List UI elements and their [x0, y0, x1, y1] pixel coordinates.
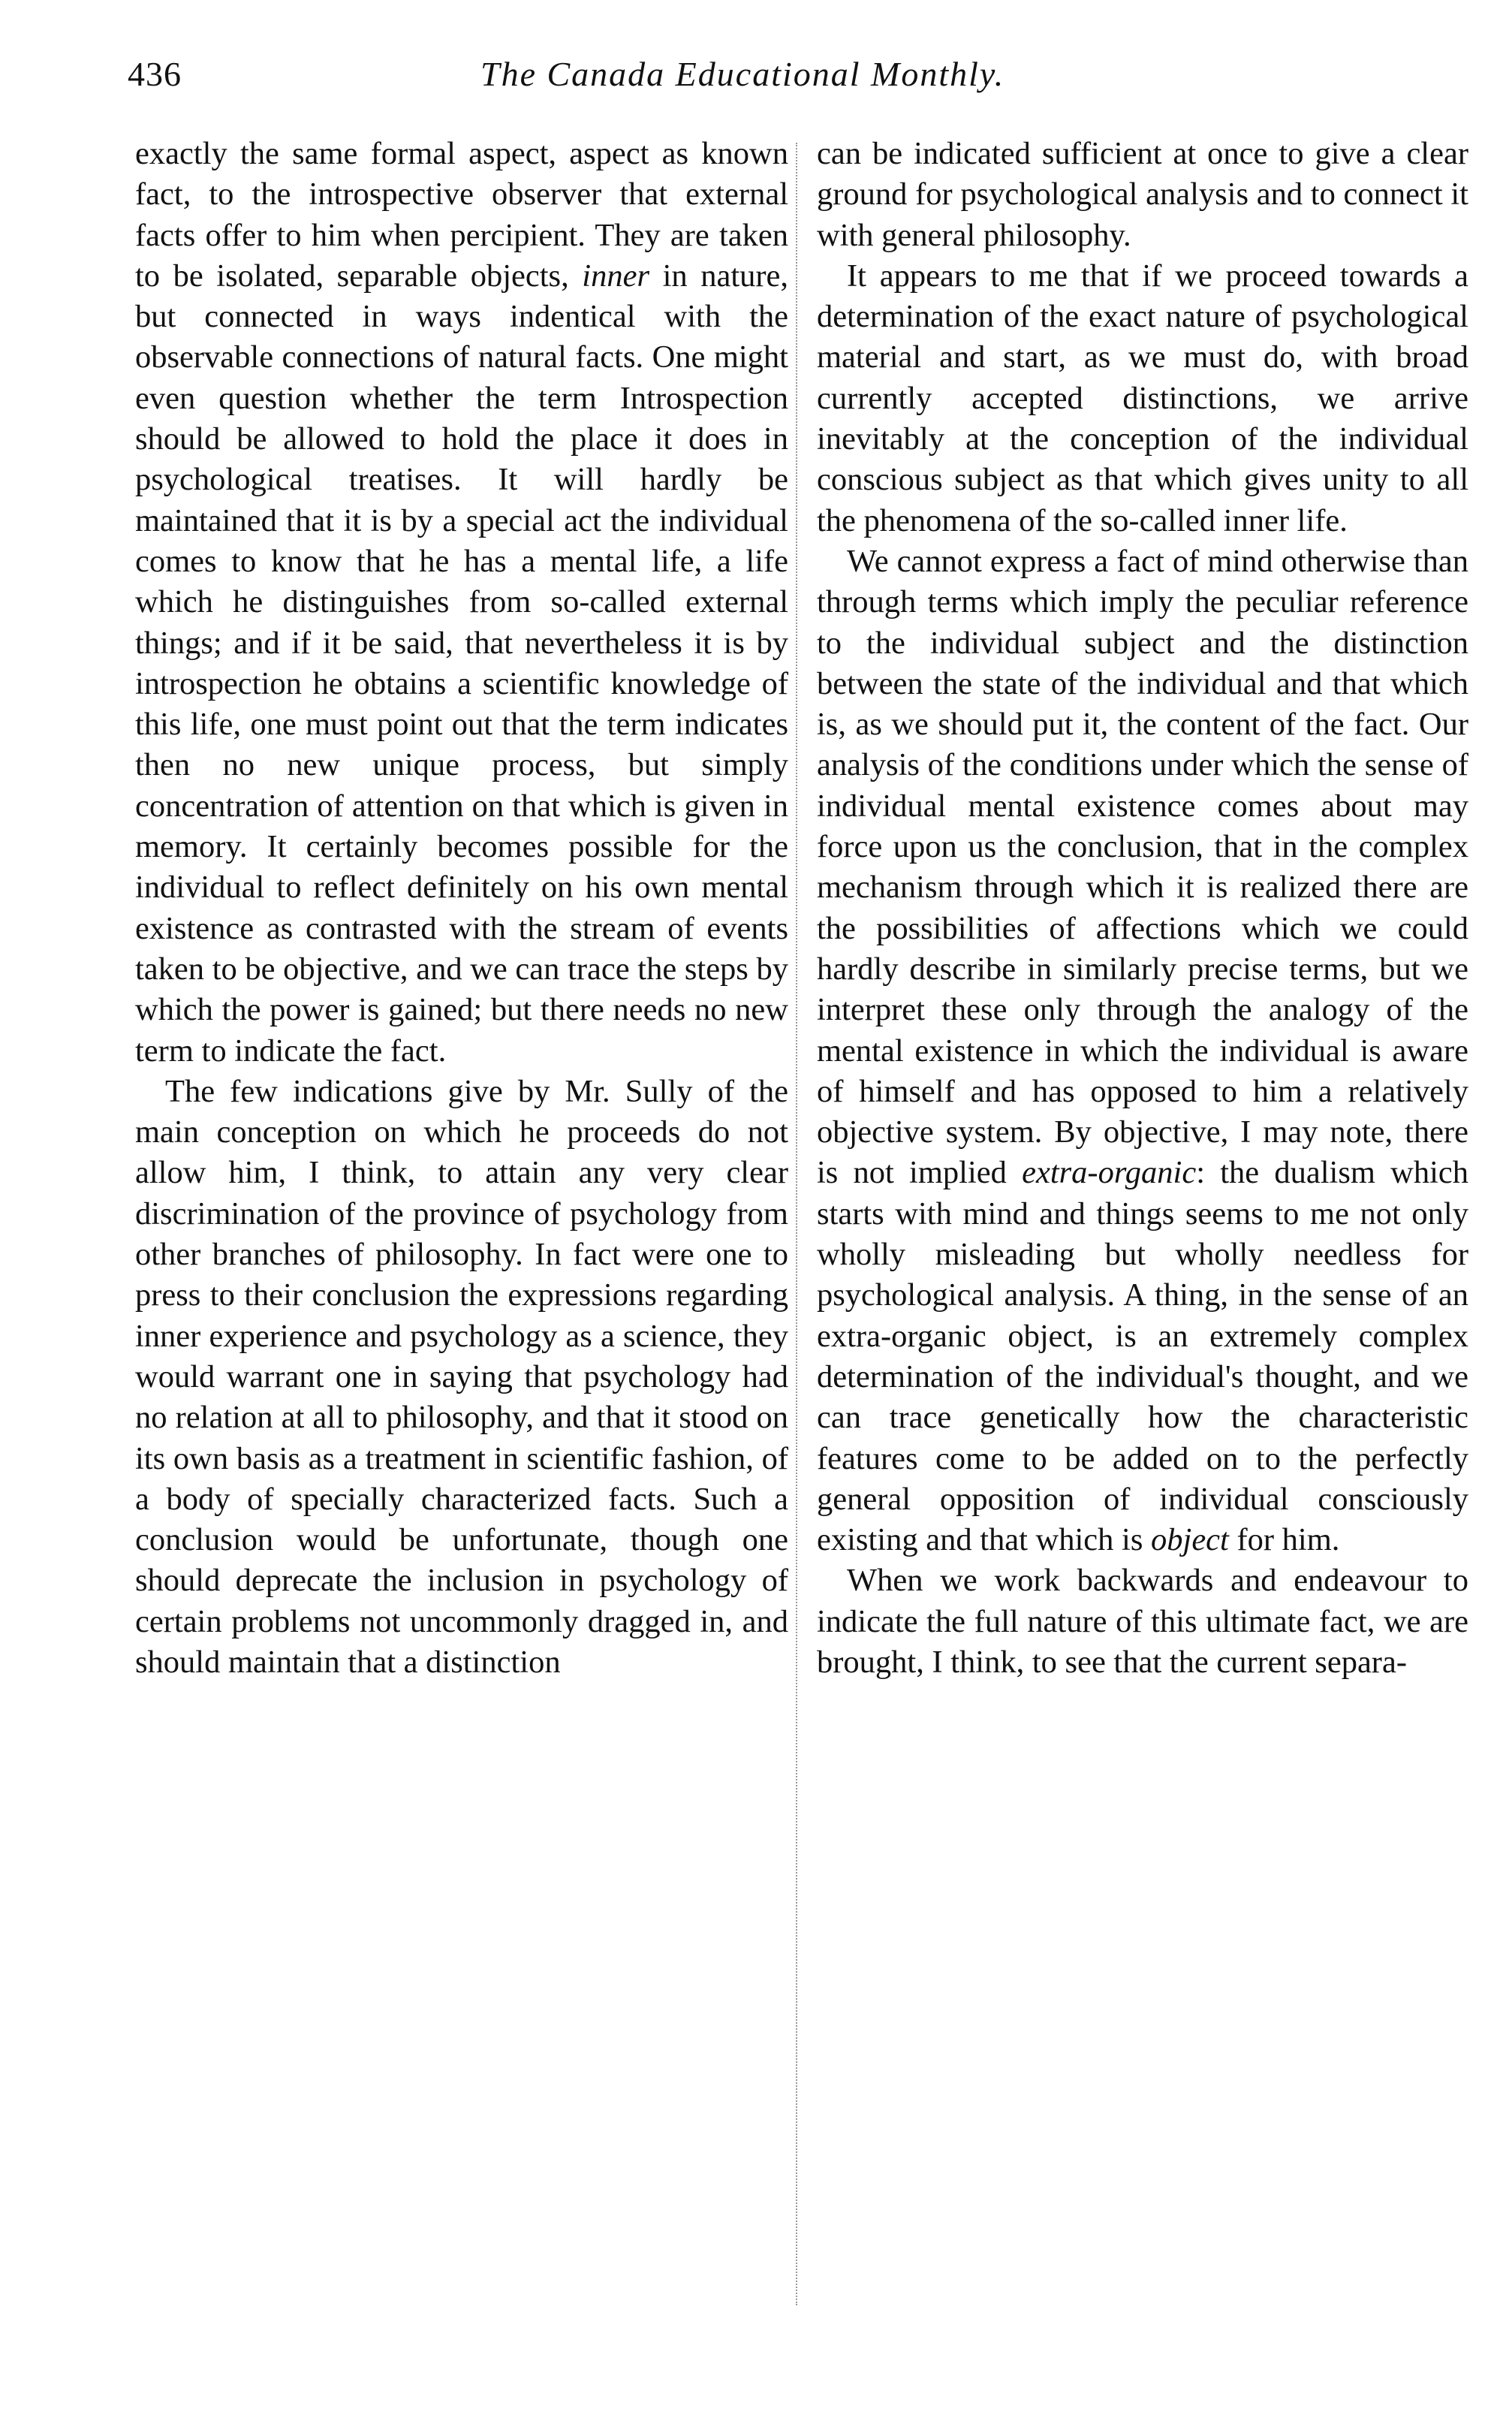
right-paragraph-1 [817, 134, 1468, 256]
left-p1-rest: in nature, but connected in ways indentical with the observable connections of natural facts. One might even question whether the term Introspection should be allowed to hold the place it does in psychological treatises. It will hardly be maintained that it is by a special act the individual comes to know that he has a mental life, a life which he distinguishes from so-called external things; and if it be said, that nevertheless it is by introspection he obtains a scientific knowledge of this life, one must point out that the term indicates then no new unique process, but simply concentration of attention on that which is given in memory. It certainly becomes possible for the individual to reflect definitely on his own mental existence as contrasted with the stream of events taken to be objective, and we can trace the steps by which the power is gained; but there needs no new term to indicate the fact. [135, 258, 789, 1069]
left-p2-text: The few indications give by Mr. Sully of the main conception on which he proceeds do not allow him, I think, to attain any very clear discrimination of the province of psychology from other branches of philosophy. In fact were one to press to their conclusion the expressions regarding inner experience and psychology as a science, they would warrant one in saying that psychology had no relation at all to philosophy, and that it stood on its own basis as a treatment in scientific fashion, of a body of specially characterized facts. Such a conclusion would be unfortunate, though one should deprecate the inclusion in psychology of certain problems not uncommonly dragged in, and should maintain that a distinction [135, 1073, 788, 1680]
right-column [817, 134, 1468, 1683]
right-p3-text-b: : the dualism which starts with mind and things seems to me not only wholly misleading but wholly needless for psychological analysis. A thing, in the sense of an extra-organic object, is an extremely complex determination of the individual's thought, and we can trace genetically how the characteristic features come to be added on to the perfectly general opposition of individual consciously existing and that which is [817, 1155, 1469, 1558]
running-title: The Canada Educational Monthly. [480, 55, 1005, 93]
right-p2-text: It appears to me that if we proceed towards a determination of the exact nature of psychological material and start, as we must do, with broad currently accepted distinctions, we arrive inevitably at the conception of the individual conscious subject as that which gives unity to all the phenomena of the so-called inner life. [817, 258, 1468, 538]
left-p1-text: exactly the same formal aspect, aspect as known fact, to the introspective observer that external facts offer to him when percipient. They are taken to be isolated, separable objects, [135, 136, 788, 294]
page-number: 436 [128, 55, 182, 93]
page-header [128, 54, 1471, 107]
right-p3-text-a: We cannot express a fact of mind otherwise than through terms which imply the peculiar reference to the individual subject and the distinction between the state of the individual and that which is, as we should put it, the content of the fact. Our analysis of the conditions under which the sense of individual mental existence comes about may force upon us the conclusion, that in the complex mechanism through which it is realized there are the possibilities of affections which we could hardly describe in similarly precise terms, but we interpret these only through the analogy of the mental existence in which the individual is aware of himself and has opposed to him a relatively objective system. By objective, I may note, there is not implied [817, 543, 1468, 1191]
left-paragraph-2 [135, 1072, 788, 1683]
right-p1-text: can be indicated sufficient at once to give a clear ground for psychological analysis and to connect it with general philosophy. [817, 136, 1468, 253]
right-p3-text-c: for him. [1236, 1522, 1340, 1558]
right-p4-text: When we work backwards and endeavour to indicate the full nature of this ultimate fact, we are brought, I think, to see that the current separa- [817, 1563, 1468, 1680]
left-column [135, 134, 788, 1683]
left-p1-emphasis: inner [582, 258, 650, 294]
right-p3-emphasis-2: object [1151, 1522, 1229, 1558]
left-paragraph-1 [135, 134, 788, 1072]
column-divider [796, 143, 797, 2305]
right-paragraph-4 [817, 1560, 1468, 1683]
right-p3-emphasis-1: extra-organic [1022, 1155, 1197, 1191]
right-paragraph-2 [817, 256, 1468, 541]
right-paragraph-3 [817, 541, 1468, 1560]
